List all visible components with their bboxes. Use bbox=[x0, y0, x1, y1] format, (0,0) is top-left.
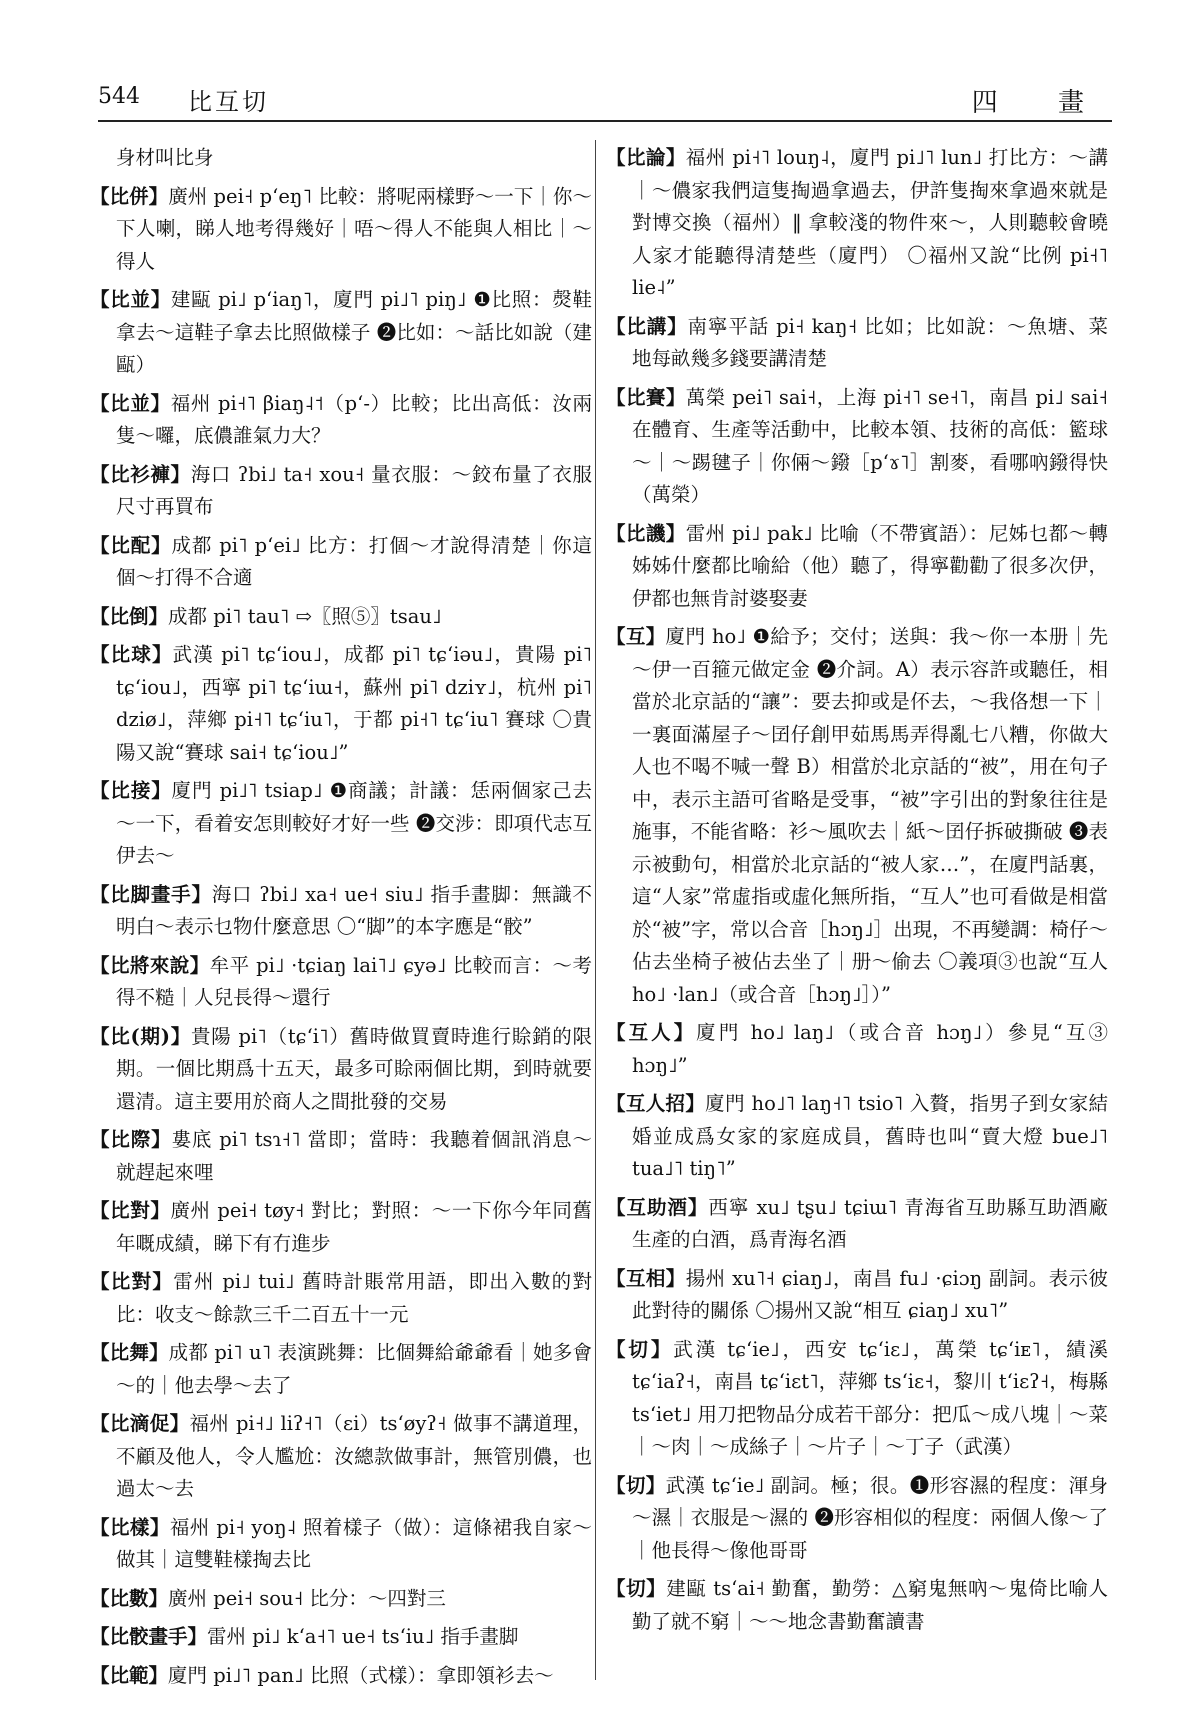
entry-definition: 廣州 pei˧ pʻeŋ˥ 比較：將呢兩樣野～一下｜你～下人喇，睇人地考得幾好｜唔～得人不能與人相比｜～得人 bbox=[116, 184, 592, 273]
page-number: 544 bbox=[98, 84, 140, 109]
entry-headword: 【比衫褲】 bbox=[90, 462, 191, 486]
entry-headword: 【比並】 bbox=[90, 391, 171, 415]
entry-headword: 【互助酒】 bbox=[606, 1195, 709, 1219]
dictionary-entry bbox=[90, 388, 592, 453]
entry-headword: 【比舞】 bbox=[90, 1341, 169, 1364]
entry-headword: 【比倒】 bbox=[90, 604, 169, 628]
entry-headword: 【比脚畫手】 bbox=[90, 882, 212, 906]
entry-definition: 福州 pi˧˥ louŋ˨，廈門 pi˩˥ lun˩ 打比方：～講｜～儂家我們這隻掏過拿過去，伊許隻掏來拿過來就是對博交換（福州）‖ 拿較淺的物件來～，人則聽較會曉人家才能聽得清楚些（廈門） 〇福州又說“比例 pi˧˥ lie˨” bbox=[632, 146, 1108, 299]
entry-headword: 【比際】 bbox=[90, 1128, 172, 1151]
entry-headword: 【互人】 bbox=[606, 1021, 697, 1044]
entry-definition: 武漢 tɕʻie˩ 副詞。極；很。❶形容濕的程度：渾身～濕｜衣服是～濕的 ❷形容相似的程度：兩個人像～了｜他長得～像他哥哥 bbox=[632, 1473, 1108, 1562]
dictionary-entry bbox=[606, 1192, 1108, 1257]
right-column bbox=[606, 142, 1108, 1644]
dictionary-entry bbox=[90, 1021, 592, 1119]
entry-headword: 【比球】 bbox=[90, 643, 173, 666]
dictionary-entry bbox=[606, 1263, 1108, 1328]
entry-definition: 成都 pi˥ tau˥ ⇨〖照⑤〗tsau˩ bbox=[168, 604, 442, 628]
dictionary-entry bbox=[90, 1266, 592, 1331]
dictionary-entry bbox=[90, 879, 592, 944]
entry-headword: 【比將來說】 bbox=[90, 953, 210, 977]
column-divider bbox=[595, 140, 596, 1680]
dictionary-entry bbox=[90, 601, 592, 634]
entry-definition: 廈門 pi˩˥ tsiap˩ ❶商議；計議：恁兩個家己去～一下，看着安怎則較好才好一些 ❷交涉：即項代志互伊去～ bbox=[116, 779, 592, 867]
dictionary-entry bbox=[90, 1195, 592, 1260]
entry-definition: 雷州 pi˩ kʻa˧˥ ue˧ tsʻiu˩ 指手畫脚 bbox=[207, 1625, 519, 1648]
running-title: 比互切 bbox=[188, 88, 269, 116]
dictionary-entry bbox=[90, 142, 592, 175]
entry-headword: 【比滴促】 bbox=[90, 1412, 190, 1435]
entry-definition: 海口 ʔbi˩ ta˧ xou˧ 量衣服：～鉸布量了衣服尺寸再買布 bbox=[116, 462, 592, 518]
entry-headword: 【比(期)】 bbox=[90, 1024, 192, 1048]
dictionary-entry bbox=[90, 1512, 592, 1577]
entry-definition: 建甌 pi˩ pʻiaŋ˥，廈門 pi˩˥ piŋ˩ ❶比照：㷫鞋拿去～這鞋子拿去比照做樣子 ❷比如：～話比如說（建甌） bbox=[116, 288, 592, 376]
entry-definition: 牟平 pi˩ ·tɕiaŋ lai˥˩ ɕyə˩ 比較而言：～考得不糙｜人兒長得～還行 bbox=[116, 953, 592, 1009]
page-header bbox=[98, 82, 1112, 122]
entry-definition: 西寧 xu˩ tʂu˩ tɕiɯ˥ 青海省互助縣互助酒廠生產的白酒，爲青海名酒 bbox=[632, 1195, 1108, 1251]
dictionary-entry bbox=[90, 1660, 592, 1693]
entry-definition: 廈門 pi˩˥ pan˩ 比照（式樣）：拿即領衫去～ bbox=[168, 1663, 554, 1687]
dictionary-entry bbox=[606, 1017, 1108, 1082]
entry-definition: 成都 pi˥ pʻei˩ 比方：打個～才說得清楚｜你這個～打得不合適 bbox=[116, 533, 592, 589]
entry-headword: 【比對】 bbox=[90, 1199, 171, 1222]
entry-headword: 【切】 bbox=[606, 1337, 674, 1361]
dictionary-entry bbox=[606, 518, 1108, 616]
dictionary-entry bbox=[90, 1583, 592, 1616]
dictionary-entry bbox=[90, 639, 592, 769]
dictionary-entry bbox=[90, 775, 592, 873]
entry-definition: 武漢 tɕʻie˩，西安 tɕʻiɛ˩，萬榮 tɕʻiᴇ˥，績溪 tɕʻiaʔ˧，南昌 tɕʻiɛt˥，萍鄉 tsʻiɛ˧，黎川 tʻiɛʔ˧，梅縣 tsʻiet˩ 用刀把物品分成若干部分：把瓜～成八塊｜～菜｜～肉｜～成絲子｜～片子｜～丁子（武漢） bbox=[632, 1337, 1108, 1458]
dictionary-entry bbox=[90, 181, 592, 279]
dictionary-entry bbox=[606, 1470, 1108, 1568]
dictionary-entry bbox=[606, 382, 1108, 512]
dictionary-entry bbox=[90, 284, 592, 382]
dictionary-entry bbox=[90, 950, 592, 1015]
dictionary-entry bbox=[606, 1334, 1108, 1464]
entry-headword: 【比骹畫手】 bbox=[90, 1625, 208, 1648]
dictionary-entry bbox=[90, 1124, 592, 1189]
entry-definition: 貴陽 pi˥（tɕʻi˥）舊時做買賣時進行賒銷的限期。一個比期爲十五天，最多可賒兩個比期，到時就要還清。這主要用於商人之間批發的交易 bbox=[116, 1024, 593, 1113]
dictionary-entry bbox=[606, 1088, 1108, 1186]
entry-headword: 【互相】 bbox=[606, 1266, 686, 1290]
entry-definition: 揚州 xu˥˧ ɕiaŋ˩，南昌 fu˩ ·ɕiɔŋ 副詞。表示彼此對待的關係 〇揚州又說“相互 ɕiaŋ˩ xu˥” bbox=[632, 1266, 1108, 1322]
entry-definition: 福州 pi˧˥ βiaŋ˨˦（pʻ-）比較；比出高低：汝兩隻～囉，底儂誰氣力大？ bbox=[116, 391, 592, 447]
entry-headword: 【比賽】 bbox=[606, 385, 686, 409]
entry-headword: 【比接】 bbox=[90, 779, 172, 802]
dictionary-entry bbox=[90, 459, 592, 524]
entry-definition: 福州 pi˧˩ liʔ˧˥（ɛi）tsʻøyʔ˧ 做事不講道理，不顧及他人，令人尷尬：汝總款做事計，無管別儂，也過太～去 bbox=[116, 1412, 592, 1500]
dictionary-entry bbox=[90, 530, 592, 595]
entry-headword: 【切】 bbox=[606, 1473, 666, 1497]
entry-headword: 【比講】 bbox=[606, 314, 688, 338]
dictionary-entry bbox=[90, 1337, 592, 1402]
entry-headword: 【比論】 bbox=[606, 146, 686, 169]
left-column bbox=[90, 142, 592, 1698]
section-marker: 四 畫 bbox=[971, 88, 1110, 118]
entry-definition: 廈門 ho˩ laŋ˩（或合音 hɔŋ˩）參見“互③ hɔŋ˩” bbox=[632, 1021, 1108, 1077]
entry-headword: 【比樣】 bbox=[90, 1515, 170, 1539]
dictionary-entry bbox=[606, 1573, 1108, 1638]
entry-definition: 萬榮 pei˥ sai˧，上海 pi˧˥ se˧˥，南昌 pi˩ sai˧ 在體育、生產等活動中，比較本領、技術的高低：籃球～｜～踢毽子｜你倆～鏺［pʻɤ˥］割麥，看哪吶鏺得快（萬榮） bbox=[632, 385, 1108, 506]
entry-headword: 【比併】 bbox=[90, 184, 169, 208]
entry-headword: 【互】 bbox=[606, 625, 666, 648]
entry-definition: 建甌 tsʻai˧ 勤奮，勤勞：△窮鬼無吶～鬼倚比喻人勤了就不窮｜～～地念書勤奮讀書 bbox=[632, 1577, 1108, 1633]
entry-definition: 廣州 pei˧ sou˧ 比分：～四對三 bbox=[168, 1586, 446, 1610]
entry-headword: 【比並】 bbox=[90, 288, 171, 311]
dictionary-entry bbox=[90, 1621, 592, 1654]
entry-headword: 【比配】 bbox=[90, 533, 172, 557]
entry-definition: 南寧平話 pi˧ kaŋ˧ 比如；比如說：～魚塘、菜地每畝幾多錢要講清楚 bbox=[632, 314, 1108, 370]
entry-definition: 福州 pi˧ yoŋ˨ 照着樣子（做）：這條裙我自家～做其｜這雙鞋樣掏去比 bbox=[116, 1515, 592, 1571]
dictionary-entry bbox=[606, 142, 1108, 305]
entry-headword: 【比數】 bbox=[90, 1586, 169, 1610]
entry-definition: 海口 ʔbi˩ xa˧ ue˧ siu˩ 指手畫脚：無識不明白～表示乜物什麼意思 〇“脚”的本字應是“骹” bbox=[116, 882, 592, 938]
entry-definition: 雷州 pi˩ pak˩ 比喻（不帶賓語）：尼姊乜都～轉姊姊什麼都比喻給（他）聽了，得寧勸勸了很多次伊，伊都也無肯討婆娶妻 bbox=[632, 521, 1108, 610]
entry-definition: 廈門 ho˩˥ laŋ˧˥ tsio˥ 入贅，指男子到女家結婚並成爲女家的家庭成員，舊時也叫“賣大燈 bue˩˥ tua˩˥ tiŋ˥” bbox=[632, 1092, 1108, 1180]
entry-headword: 【互人招】 bbox=[606, 1092, 706, 1115]
entry-definition: 成都 pi˥ u˥ 表演跳舞：比個舞給爺爺看｜她多會～的｜他去學～去了 bbox=[116, 1341, 592, 1397]
entry-definition: 身材叫比身 bbox=[116, 146, 214, 169]
dictionary-entry bbox=[90, 1408, 592, 1506]
entry-headword: 【比譏】 bbox=[606, 521, 686, 545]
entry-definition: 武漢 pi˥ tɕʻiou˩，成都 pi˥ tɕʻiəu˩，貴陽 pi˥ tɕʻiou˩，西寧 pi˥ tɕʻiɯ˧，蘇州 pi˥ dziʏ˩，杭州 pi˥ dziø˩，萍鄉 pi˧˥ tɕʻiu˥，于都 pi˧˥ tɕʻiu˥ 賽球 〇貴陽又說“賽球 sai˧ tɕʻiou˩” bbox=[116, 643, 592, 764]
dictionary-entry bbox=[606, 311, 1108, 376]
dictionary-entry bbox=[606, 621, 1108, 1011]
entry-definition: 廈門 ho˩ ❶給予；交付；送與：我～你一本册｜先～伊一百箍元做定金 ❷介詞。A）表示容許或聽任，相當於北京話的“讓”：要去抑或是伓去，～我佫想一下｜一裏面滿屋子～囝仔創甲茹馬馬弄得亂七八糟，你做大人也不喝不喊一聲 B）相當於北京話的“被”，用在句子中，表示主語可省略是受事，“被”字引出的對象往往是施事，不能省略：衫～風吹去｜紙～囝仔拆破撕破 ❸表示被動句，相當於北京話的“被人家…”，在廈門話裏，這“人家”常虛指或虛化無所指，“互人”也可看做是相當於“被”字，常以合音［hɔŋ˩］出現，不再變調：椅仔～佔去坐椅子被佔去坐了｜册～偷去 〇義項③也說“互人 ho˩ ·lan˩（或合音［hɔŋ˩］）” bbox=[632, 625, 1108, 1006]
entry-definition: 廣州 pei˧ tøy˧ 對比；對照：～一下你今年同舊年嘅成績，睇下有冇進步 bbox=[116, 1199, 592, 1255]
entry-headword: 【比對】 bbox=[90, 1270, 174, 1293]
entry-definition: 雷州 pi˩ tui˩ 舊時計賬常用語，即出入數的對比：收支～餘款三千二百五十一元 bbox=[116, 1270, 592, 1326]
entry-headword: 【切】 bbox=[606, 1577, 667, 1600]
entry-definition: 婁底 pi˥ tsɿ˧˥ 當即；當時：我聽着個訊消息～就趕起來哩 bbox=[116, 1128, 592, 1184]
entry-headword: 【比範】 bbox=[90, 1663, 169, 1687]
